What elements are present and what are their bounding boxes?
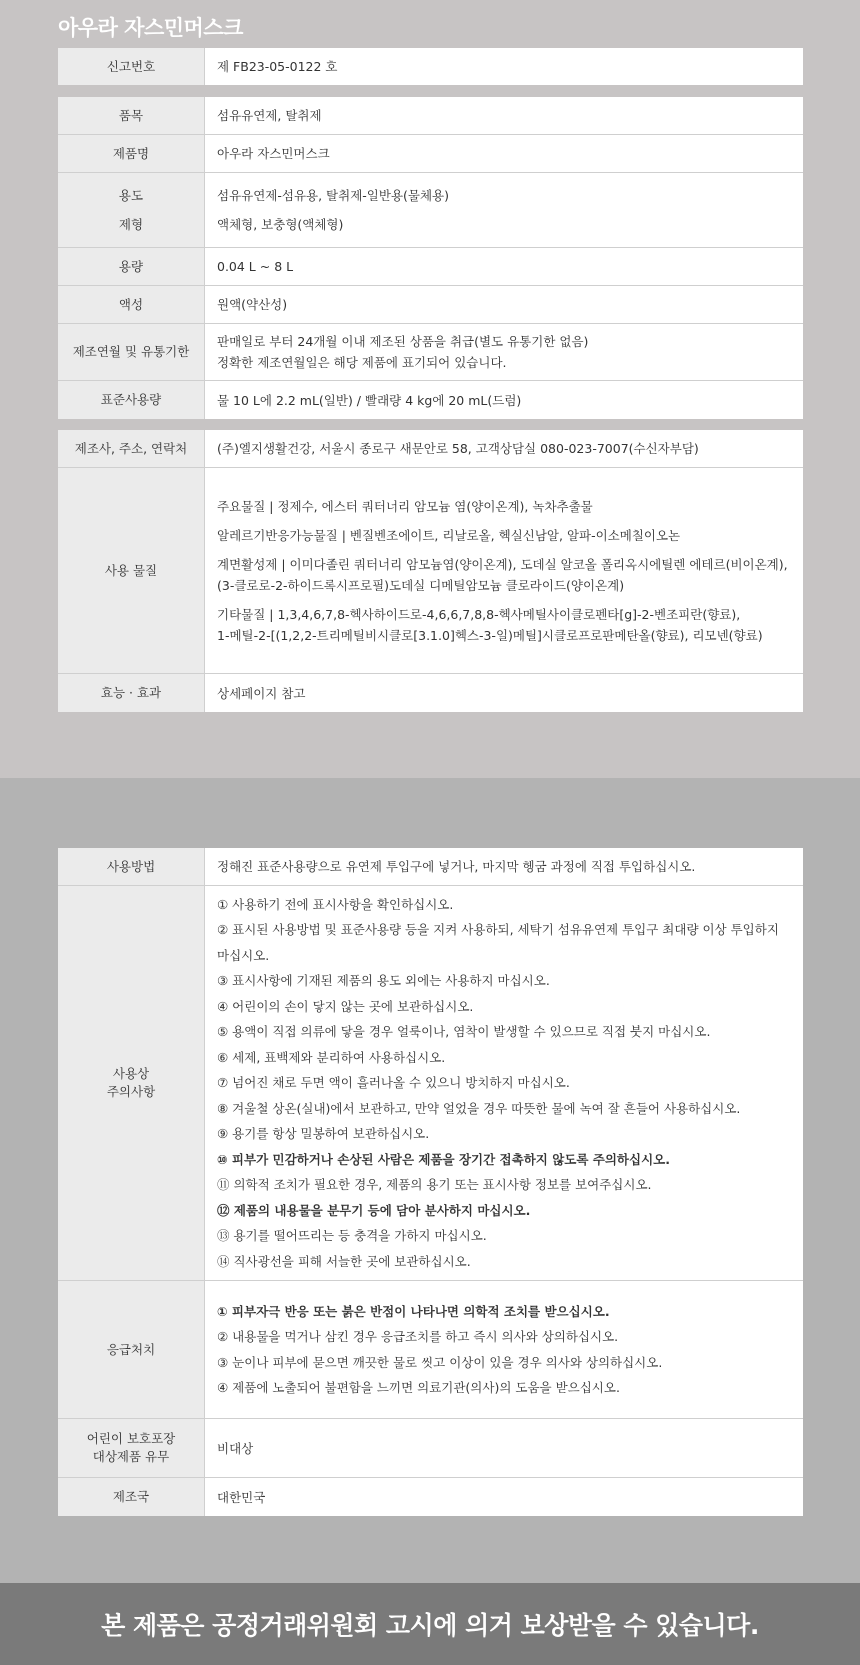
effect-row	[58, 674, 803, 712]
emergency-item-bold: ① 피부자극 반응 또는 붉은 반점이 나타나면 의학적 조치를 받으십시오.	[217, 1303, 610, 1319]
caution-item-bold: ⑫ 제품의 내용물을 분무기 등에 담아 분사하지 마십시오.	[217, 1202, 531, 1218]
ph-value: 원액(약산성)	[217, 297, 288, 312]
report-value: 제 FB23-05-0122 호	[217, 59, 338, 74]
caution-list	[205, 886, 803, 1280]
emergency-item: ④ 제품에 노출되어 불편함을 느끼면 의료기관(의사)의 도움을 받으십시오.	[217, 1380, 620, 1395]
capacity-row	[58, 248, 803, 286]
caution-label-line-2: 주의사항	[106, 1084, 156, 1099]
date-row	[58, 324, 803, 381]
materials-row	[58, 468, 803, 674]
name-row	[58, 135, 803, 173]
product-table	[58, 97, 803, 419]
materials-label: 사용 물질	[58, 468, 205, 673]
maker-table	[58, 430, 803, 712]
caution-item: ① 사용하기 전에 표시사항을 확인하십시오.	[217, 896, 454, 912]
emergency-list	[205, 1281, 803, 1418]
child-label-line-2: 대상제품 유무	[92, 1449, 170, 1464]
emergency-item: ③ 눈이나 피부에 묻으면 깨끗한 물로 씻고 이상이 있을 경우 의사와 상의하십시오.	[217, 1354, 663, 1370]
caution-item: ⑨ 용기를 항상 밀봉하여 보관하십시오.	[217, 1126, 430, 1142]
country-value: 대한민국	[217, 1489, 266, 1505]
caution-item: ⑤ 용액이 직접 의류에 닿을 경우 얼룩이나, 염착이 발생할 수 있으므로 직접 붓지 마십시오.	[217, 1024, 711, 1040]
item-value: 섬유유연제, 탈취제	[217, 108, 322, 123]
usage-table	[58, 848, 803, 1516]
howto-label: 사용방법	[58, 848, 205, 885]
country-row	[58, 1478, 803, 1516]
item-label: 품목	[58, 97, 205, 134]
caution-label-line-1: 사용상	[112, 1066, 150, 1081]
caution-item: ⑧ 겨울철 상온(실내)에서 보관하고, 만약 얼었을 경우 따뜻한 물에 녹여 잘 흔들어 사용하십시오.	[217, 1100, 741, 1116]
use-form-row	[58, 173, 803, 248]
ph-label: 액성	[58, 286, 205, 323]
date-value	[205, 324, 803, 380]
item-row	[58, 97, 803, 135]
materials-value	[205, 468, 803, 673]
date-label: 제조연월 및 유통기한	[58, 324, 205, 380]
name-value: 아우라 자스민머스크	[217, 146, 330, 161]
country-label: 제조국	[58, 1478, 205, 1516]
caution-item: ⑬ 용기를 떨어뜨리는 등 충격을 가하지 마십시오.	[217, 1228, 487, 1244]
howto-value: 정해진 표준사용량으로 유연제 투입구에 넣거나, 마지막 헹굼 과정에 직접 투입하십시오.	[217, 859, 696, 874]
caution-item: ⑪ 의학적 조치가 필요한 경우, 제품의 용기 또는 표시사항 정보를 보여주십시오.	[217, 1177, 652, 1193]
capacity-label: 용량	[58, 248, 205, 285]
caution-item-bold: ⑩ 피부가 민감하거나 손상된 사람은 제품을 장기간 접촉하지 않도록 주의하십시오.	[217, 1151, 670, 1167]
product-title: 아우라 자스민머스크	[58, 16, 243, 40]
standard-label: 표준사용량	[58, 381, 205, 419]
effect-value: 상세페이지 참고	[217, 685, 306, 701]
maker-label: 제조사, 주소, 연락처	[58, 430, 205, 467]
maker-row	[58, 430, 803, 468]
material-group-allergen	[217, 525, 791, 546]
caution-item: ⑥ 세제, 표백제와 분리하여 사용하십시오.	[217, 1049, 446, 1065]
standard-row	[58, 381, 803, 419]
date-line-1: 판매일로 부터 24개월 이내 제조된 상품을 취급(별도 유통기한 없음)	[217, 334, 589, 349]
material-line: 알레르기반응가능물질 | 벤질벤조에이트, 리날로올, 헥실신남알, 알파-이소메칠이오논	[217, 527, 681, 543]
caution-item: ② 표시된 사용방법 및 표준사용량 등을 지켜 사용하되, 세탁기 섬유유연제 투입구 최대량 이상 투입하지 마십시오.	[217, 922, 779, 963]
material-line: (3-클로로-2-하이드록시프로필)도데실 디메틸암모늄 클로라이드(양이온계)	[217, 577, 625, 593]
howto-row	[58, 848, 803, 886]
effect-label: 효능 · 효과	[58, 674, 205, 712]
ph-row	[58, 286, 803, 324]
material-group-main	[217, 496, 791, 517]
child-value: 비대상	[217, 1440, 254, 1456]
caution-label	[58, 886, 205, 1280]
caution-row	[58, 886, 803, 1281]
caution-item: ④ 어린이의 손이 닿지 않는 곳에 보관하십시오.	[217, 998, 474, 1014]
material-group-other	[217, 604, 791, 646]
report-table	[58, 48, 803, 85]
caution-item: ⑭ 직사광선을 피해 서늘한 곳에 보관하십시오.	[217, 1253, 471, 1269]
child-row	[58, 1419, 803, 1478]
use-form-values	[205, 173, 803, 247]
emergency-row	[58, 1281, 803, 1419]
form-value: 액체형, 보충형(액체형)	[217, 217, 344, 232]
use-form-labels	[58, 173, 205, 247]
report-row	[58, 48, 803, 85]
form-label: 제형	[118, 216, 144, 232]
standard-value: 물 10 L에 2.2 mL(일반) / 빨래량 4 kg에 20 mL(드럼)	[217, 392, 522, 408]
name-label: 제품명	[58, 135, 205, 172]
capacity-value: 0.04 L ~ 8 L	[217, 259, 294, 274]
material-line: 기타물질 | 1,3,4,6,7,8-헥사하이드로-4,6,6,7,8,8-헥사메틸사이클로펜타[g]-2-벤조피란(향료),	[217, 606, 741, 622]
caution-item: ③ 표시사항에 기재된 제품의 용도 외에는 사용하지 마십시오.	[217, 973, 550, 989]
material-line: 주요물질 | 정제수, 에스터 쿼터너리 암모늄 염(양이온계), 녹차추출물	[217, 498, 593, 514]
material-group-surfactant	[217, 554, 791, 596]
child-label	[58, 1419, 205, 1477]
date-line-2: 정확한 제조연월일은 해당 제품에 표기되어 있습니다.	[217, 355, 507, 370]
report-label: 신고번호	[58, 48, 205, 85]
use-label: 용도	[118, 187, 144, 203]
child-label-line-1: 어린이 보호포장	[86, 1431, 176, 1446]
caution-item: ⑦ 넘어진 채로 두면 액이 흘러나올 수 있으니 방치하지 마십시오.	[217, 1075, 570, 1091]
maker-value: (주)엘지생활건강, 서울시 종로구 새문안로 58, 고객상담실 080-023-7007(수신자부담)	[217, 441, 699, 456]
emergency-item: ② 내용물을 먹거나 삼킨 경우 응급조치를 하고 즉시 의사와 상의하십시오.	[217, 1329, 619, 1344]
compensation-notice: 본 제품은 공정거래위원회 고시에 의거 보상받을 수 있습니다.	[101, 1611, 759, 1640]
material-line: 계면활성제 | 이미다졸린 쿼터너리 암모늄염(양이온계), 도데실 알코올 폴리옥시에틸렌 에테르(비이온계),	[217, 556, 788, 572]
emergency-label: 응급처치	[58, 1281, 205, 1418]
material-line: 1-메틸-2-[(1,2,2-트리메틸비시클로[3.1.0]헥스-3-일)메틸]시클로프로판메탄올(향료), 리모넨(향료)	[217, 627, 763, 643]
use-value: 섬유유연제-섬유용, 탈취제-일반용(물체용)	[217, 188, 449, 203]
